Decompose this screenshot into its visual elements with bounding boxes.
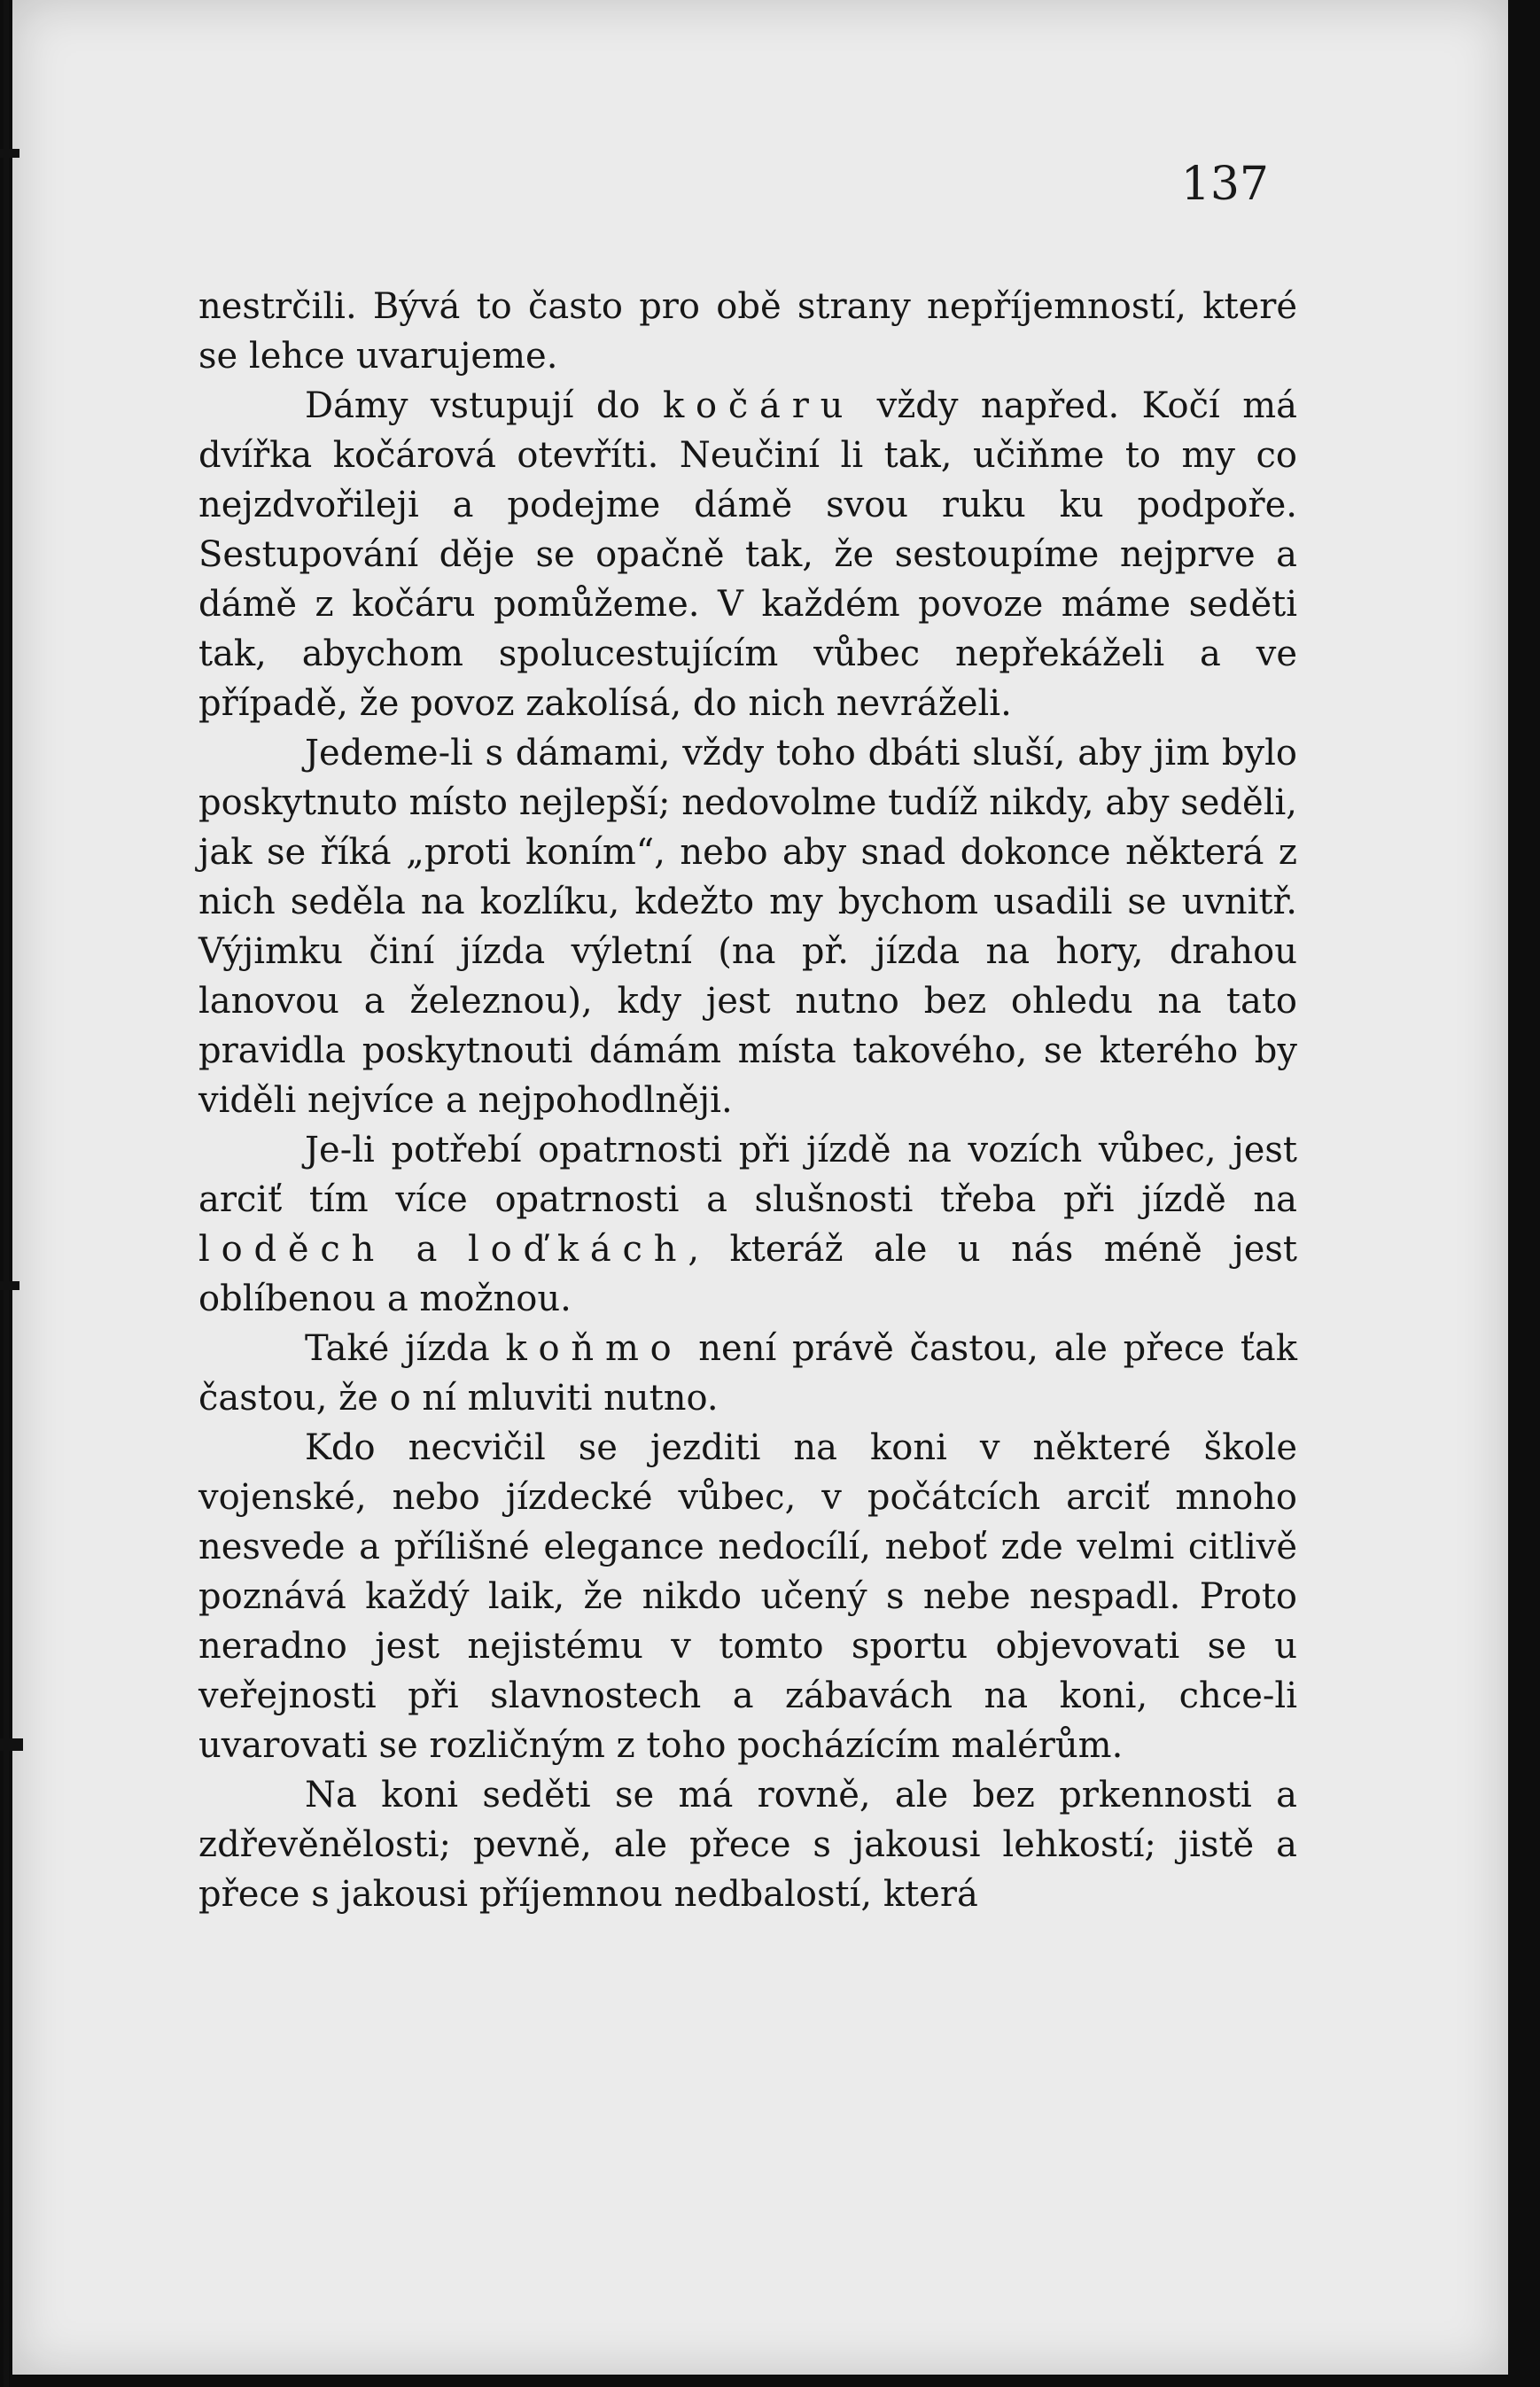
text-run: Dámy vstupují do (305, 385, 663, 426)
binding-tick (0, 1738, 23, 1751)
paragraph (198, 1125, 1297, 1324)
binding-edge-line (4, 0, 9, 2387)
paragraph (198, 381, 1297, 728)
text-run: Jedeme-li s dámami, vždy toho dbáti sluší, aby jim bylo poskytnuto místo nejlepší; nedovolme tudíž nikdy, aby seděli, jak se říká „proti koním“, nebo aby snad dokonce některá z nich seděla na kozlíku, kdežto my bychom usadili se uvnitř. Výjimku činí jízda výletní (na př. jízda na hory, drahou lanovou a železnou), kdy jest nutno bez ohledu na tato pravidla poskytnouti dámám místa takového, se kterého by viděli nejvíce a nejpohodlněji. (198, 733, 1297, 1121)
text-run: není právě častou, ale přece ťak častou, že o ní mluviti nutno. (198, 1328, 1297, 1419)
paragraph (198, 282, 1297, 381)
binding-tick (0, 1281, 19, 1290)
body-text (198, 282, 1297, 1919)
spaced-emphasis: kočáru (662, 385, 855, 426)
text-run: Kdo necvičil se jezditi na koni v některé škole vojenské, nebo jízdecké vůbec, v počátcích arciť mnoho nesvede a přílišné elegance nedocílí, neboť zde velmi citlivě poznává každý laik, že nikdo učený s nebe nespadl. Proto neradno jest nejistému v tomto sportu objevovati se u veřejnosti při slavnostech a zábavách na koni, chce-li uvarovati se rozličným z toho pocházícím malérům. (198, 1427, 1297, 1766)
text-run: Také jízda (305, 1328, 506, 1369)
book-page (12, 0, 1508, 2375)
page-edge-right (1508, 0, 1540, 2387)
spaced-emphasis: loděch (198, 1229, 386, 1270)
text-run: a (385, 1229, 468, 1270)
binding-marks (0, 0, 27, 2387)
paragraph (198, 728, 1297, 1125)
binding-tick (0, 149, 19, 158)
page-number: 137 (1180, 158, 1269, 211)
spaced-emphasis: koňmo (505, 1328, 683, 1369)
paragraph (198, 1770, 1297, 1919)
text-run: nestrčili. Bývá to často pro obě strany nepříjemností, které se lehce uvarujeme. (198, 286, 1297, 377)
paragraph (198, 1423, 1297, 1770)
text-run: Na koni seděti se má rovně, ale bez prkennosti a zdřevěnělosti; pevně, ale přece s jakousi lehkostí; jistě a přece s jakousi příjemnou nedbalostí, která (198, 1775, 1297, 1915)
spaced-emphasis: loďkách (467, 1229, 688, 1270)
text-run: , kteráž ale u nás méně jest oblíbenou a možnou. (198, 1229, 1298, 1319)
text-run: Je-li potřebí opatrnosti při jízdě na vozích vůbec, jest arciť tím více opatrnosti a slušnosti třeba při jízdě na (198, 1130, 1297, 1220)
text-run: vždy napřed. Kočí má dvířka kočárová otevříti. Neučiní li tak, učiňme to my co nejzdvořileji a podejme dámě svou ruku ku podpoře. Sestupování děje se opačně tak, že sestoupíme nejprve a dámě z kočáru pomůžeme. V každém povoze máme seděti tak, abychom spolucestujícím vůbec nepřekáželi a ve případě, že povoz zakolísá, do nich nevráželi. (198, 385, 1297, 724)
paragraph (198, 1324, 1297, 1423)
